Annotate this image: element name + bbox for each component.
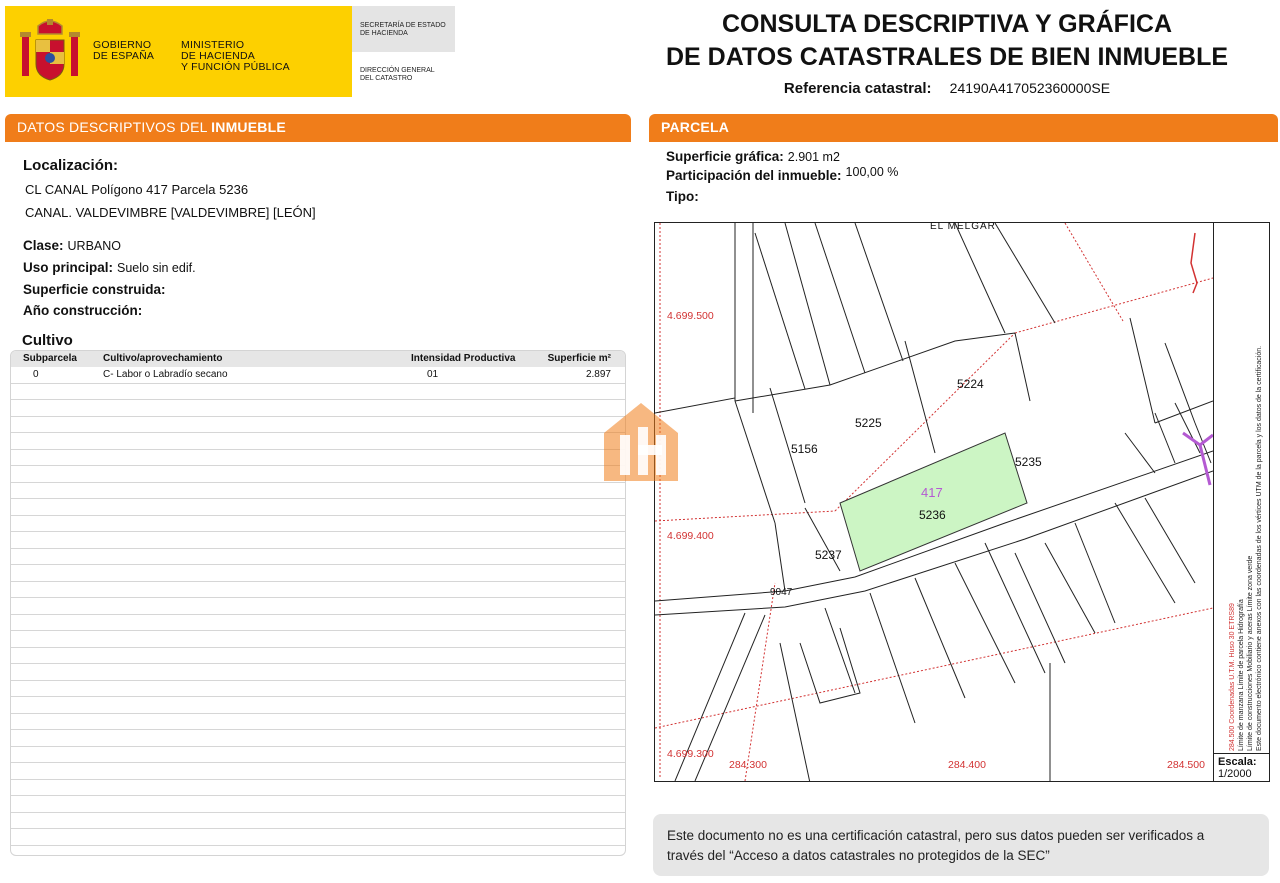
ministry-name (181, 40, 290, 73)
empty-table-row (11, 565, 625, 582)
empty-table-row (11, 846, 625, 857)
empty-table-row (11, 450, 625, 467)
sec-line-2: DE HACIENDA (360, 30, 408, 37)
empty-table-row (11, 714, 625, 731)
section-title-a: DATOS DESCRIPTIVOS DEL (17, 119, 212, 135)
participacion-label: Participación del inmueble: (666, 168, 842, 183)
parcel-label-5224: 5224 (957, 377, 984, 391)
direccion-general-text (360, 67, 435, 83)
legend-row-1: Límite de manzana Límite de parcela Hidrografía (1238, 599, 1245, 751)
cultivo-table (10, 350, 626, 856)
empty-table-row (11, 780, 625, 797)
address-line-1: CL CANAL Polígono 417 Parcela 5236 (25, 182, 249, 197)
section-header-parcela (649, 114, 1278, 140)
watermark-house-icon (598, 397, 684, 483)
section-title-b: INMUEBLE (211, 119, 286, 135)
coord-x-2: 284.400 (948, 759, 986, 771)
cell-subparcela: 0 (33, 369, 39, 380)
section-header-datos (5, 114, 631, 140)
empty-table-row (11, 433, 625, 450)
empty-rows (11, 384, 625, 857)
empty-table-row (11, 466, 625, 483)
empty-table-row (11, 417, 625, 434)
road-label: 9047 (770, 587, 793, 598)
empty-table-row (11, 598, 625, 615)
header-intensidad: Intensidad Productiva (411, 353, 516, 364)
superficie-construida-label: Superficie construida: (23, 282, 166, 297)
header-cultivo: Cultivo/aprovechamiento (103, 353, 223, 364)
title-line-2: DE DATOS CATASTRALES DE BIEN INMUEBLE (665, 43, 1229, 71)
government-name (93, 40, 154, 62)
ref-value: 24190A417052360000SE (949, 80, 1111, 96)
cultivo-title: Cultivo (22, 332, 73, 349)
coat-of-arms-icon (20, 18, 80, 86)
map-legend (1213, 223, 1269, 753)
empty-table-row (11, 483, 625, 500)
empty-table-row (11, 615, 625, 632)
empty-table-row (11, 499, 625, 516)
empty-table-row (11, 549, 625, 566)
parcel-label-5225: 5225 (855, 416, 882, 430)
parcel-label-5236: 5236 (919, 508, 946, 522)
empty-table-row (11, 763, 625, 780)
empty-table-row (11, 631, 625, 648)
cultivo-table-header (11, 351, 625, 367)
empty-table-row (11, 532, 625, 549)
superficie-grafica-row (666, 149, 840, 164)
title-line-1: CONSULTA DESCRIPTIVA Y GRÁFICA (721, 10, 1173, 38)
parcel-label-5237: 5237 (815, 548, 842, 562)
legend-coords-note: 284.500 Coordenadas U.T.M. Huso 30 ETRS89 (1229, 603, 1236, 751)
disclaimer-line-1: Este documento no es una certificación catastral, pero sus datos pueden ser verificados a (667, 828, 1205, 843)
anio-construccion-label: Año construcción: (23, 303, 143, 318)
legend-electronic-note: Este documento electrónico contiene anexos con las coordenadas de los vértices UTM de la parcela y los datos de la certificación. (1256, 345, 1263, 751)
disclaimer-note (653, 814, 1269, 876)
header-subparcela: Subparcela (23, 353, 77, 364)
ref-label: Referencia catastral: (783, 80, 932, 97)
parcel-label-5156: 5156 (791, 442, 818, 456)
clase-label: Clase: (23, 238, 64, 253)
gov-line-2: DE ESPAÑA (93, 50, 155, 62)
legend-text (1228, 231, 1264, 751)
tipo-label: Tipo: (666, 189, 699, 204)
coord-x-1: 284.300 (729, 759, 767, 771)
participacion-row (666, 165, 899, 183)
ministry-line-1: MINISTERIO (181, 39, 245, 51)
parcel-label-5235: 5235 (1015, 455, 1042, 469)
coord-y-1: 4.699.500 (667, 310, 714, 322)
cell-cultivo: C- Labor o Labradío secano (103, 369, 228, 380)
cell-superficie: 2.897 (585, 369, 611, 380)
uso-label: Uso principal: (23, 260, 114, 275)
clase-value: URBANO (67, 239, 122, 253)
ministry-line-3: Y FUNCIÓN PÚBLICA (181, 61, 290, 73)
superficie-grafica-value: 2.901 m2 (787, 150, 840, 164)
superficie-grafica-label: Superficie gráfica: (666, 149, 784, 164)
empty-table-row (11, 730, 625, 747)
sec-line-1: SECRETARÍA DE ESTADO (360, 22, 446, 29)
uso-value: Suelo sin edif. (117, 261, 196, 275)
scale-label: Escala: (1218, 756, 1257, 768)
legend-row-2: Límite de construcciones Mobiliario y aceras Límite zona verde (1247, 555, 1254, 751)
empty-table-row (11, 516, 625, 533)
government-logo (5, 6, 352, 97)
secretaria-text (360, 22, 446, 38)
table-row (11, 367, 625, 384)
empty-table-row (11, 582, 625, 599)
clase-row (23, 238, 121, 253)
map-drawing (655, 223, 1213, 781)
empty-table-row (11, 813, 625, 830)
empty-table-row (11, 796, 625, 813)
dg-line-1: DIRECCIÓN GENERAL (360, 67, 435, 74)
empty-table-row (11, 747, 625, 764)
empty-table-row (11, 664, 625, 681)
polygon-label: 417 (921, 485, 943, 500)
coord-y-2: 4.699.400 (667, 530, 714, 542)
section-divider-left (5, 139, 631, 142)
coord-y-3: 4.699.300 (667, 748, 714, 760)
document-title (650, 8, 1244, 74)
street-label: EL MELGAR (930, 221, 996, 232)
cadastral-map[interactable] (654, 222, 1270, 782)
empty-table-row (11, 697, 625, 714)
empty-table-row (11, 648, 625, 665)
gov-line-1: GOBIERNO (93, 39, 152, 51)
empty-table-row (11, 384, 625, 401)
section-title-parcela: PARCELA (661, 119, 730, 135)
header-superficie: Superficie m² (547, 353, 611, 364)
uso-row (23, 260, 196, 275)
localizacion-label: Localización: (23, 157, 119, 174)
address-line-2: CANAL. VALDEVIMBRE [VALDEVIMBRE] [LEÓN] (25, 205, 316, 220)
disclaimer-line-2: través del “Acceso a datos catastrales no protegidos de la SEC” (667, 848, 1050, 863)
scale-box (1213, 753, 1269, 781)
cadastral-reference (650, 80, 1244, 97)
participacion-value: 100,00 % (845, 165, 899, 179)
empty-table-row (11, 400, 625, 417)
empty-table-row (11, 681, 625, 698)
ministry-line-2: DE HACIENDA (181, 50, 255, 62)
cell-intensidad: 01 (427, 369, 439, 380)
scale-value: 1/2000 (1218, 768, 1252, 780)
section-divider-right (649, 139, 1278, 142)
empty-table-row (11, 829, 625, 846)
dg-line-2: DEL CATASTRO (360, 75, 413, 82)
coord-x-3: 284.500 (1167, 759, 1205, 771)
